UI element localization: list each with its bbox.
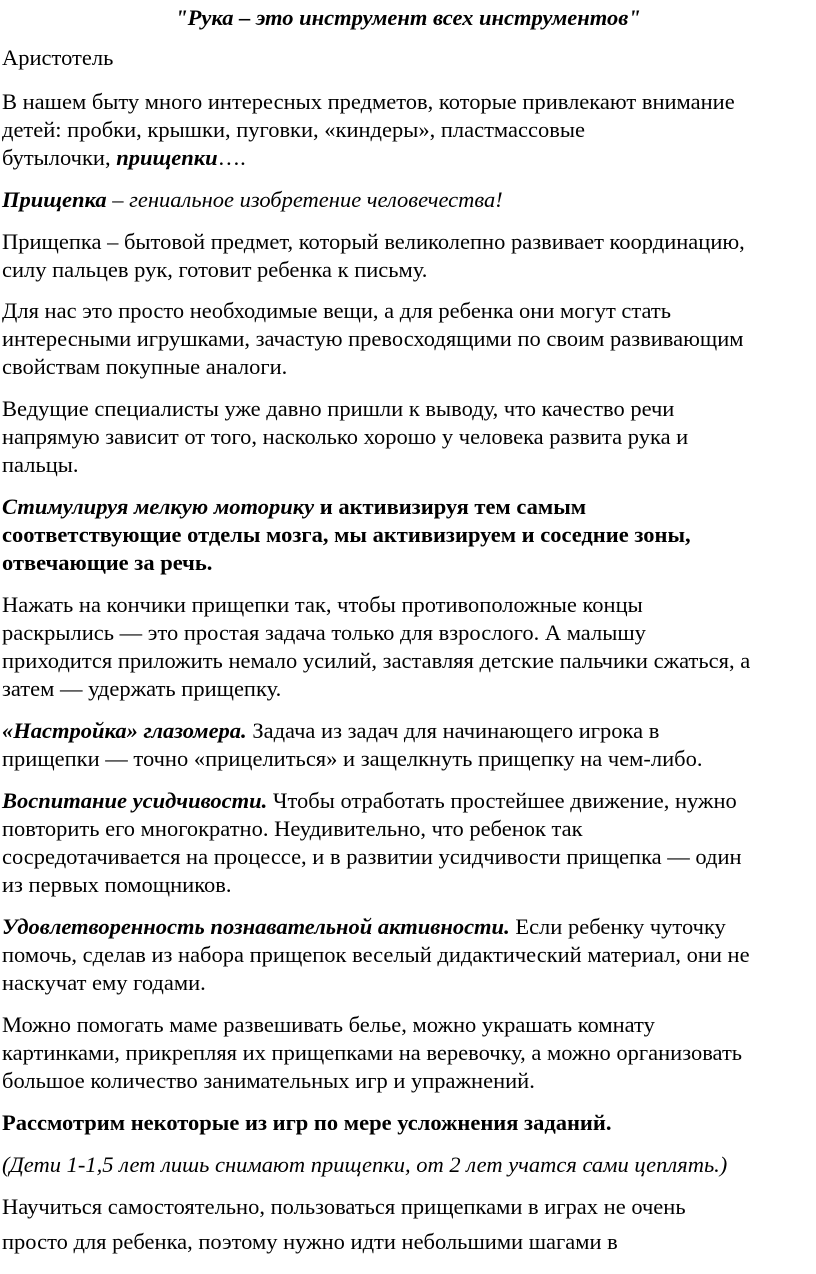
text-line: интересными игрушками, зачастую превосходящими по своим развивающим bbox=[2, 326, 744, 351]
text-line: свойствам покупные аналоги. bbox=[2, 354, 288, 379]
emphasis-text: Удовлетворенность познавательной активности. bbox=[2, 914, 510, 939]
text-line: из первых помощников. bbox=[2, 872, 232, 897]
text-span: Если ребенку чуточку bbox=[509, 914, 726, 939]
text-line: большое количество занимательных игр и упражнений. bbox=[2, 1068, 535, 1093]
text-span: …. bbox=[217, 145, 246, 170]
text-line: силу пальцев рук, готовит ребенка к письму. bbox=[2, 257, 428, 282]
text-line: прищепки — точно «прицелиться» и защелкнуть прищепку на чем-либо. bbox=[2, 746, 703, 771]
italic-text: – гениальное изобретение человечества! bbox=[106, 187, 503, 212]
text-line bbox=[2, 717, 659, 745]
text-line: Научиться самостоятельно, пользоваться прищепками в играх не очень bbox=[2, 1194, 686, 1219]
text-line bbox=[2, 787, 737, 815]
text-span: Задача из задач для начинающего игрока в bbox=[246, 718, 660, 743]
emphasis-text: прищепки bbox=[116, 145, 218, 170]
text-line: просто для ребенка, поэтому нужно идти небольшими шагами в bbox=[2, 1229, 618, 1254]
text-line bbox=[2, 913, 726, 941]
document-title: "Рука – это инструмент всех инструментов" bbox=[175, 5, 641, 30]
text-line: Прищепка – бытовой предмет, который великолепно развивает координацию, bbox=[2, 229, 745, 254]
text-line: наскучат ему годами. bbox=[2, 970, 206, 995]
author-line: Аристотель bbox=[2, 45, 114, 70]
text-line: затем — удержать прищепку. bbox=[2, 676, 282, 701]
text-line: приходится приложить немало усилий, заставляя детские пальчики сжаться, а bbox=[2, 648, 751, 673]
text-line bbox=[2, 144, 246, 172]
text-span: Чтобы отработать простейшее движение, нужно bbox=[267, 788, 737, 813]
text-line: Для нас это просто необходимые вещи, а для ребенка они могут стать bbox=[2, 298, 672, 323]
emphasis-text: Стимулируя мелкую моторику bbox=[2, 494, 315, 519]
text-line: детей: пробки, крышки, пуговки, «киндеры», пластмассовые bbox=[2, 117, 585, 142]
text-line: В нашем быту много интересных предметов, которые привлекают внимание bbox=[2, 89, 735, 114]
bold-text: и активизируя тем самым bbox=[314, 494, 587, 519]
text-span: бутылочки, bbox=[2, 145, 117, 170]
section-heading: Рассмотрим некоторые из игр по мере усложнения заданий. bbox=[2, 1110, 612, 1135]
emphasis-text: Прищепка bbox=[2, 187, 107, 212]
text-line: пальцы. bbox=[2, 452, 79, 477]
emphasis-text: «Настройка» глазомера. bbox=[2, 718, 247, 743]
text-line: сосредотачивается на процессе, и в развитии усидчивости прищепка — один bbox=[2, 844, 742, 869]
text-line: соответствующие отделы мозга, мы активизируем и соседние зоны, bbox=[2, 522, 691, 547]
paragraph-clothespin-invention bbox=[2, 186, 503, 214]
text-line: Нажать на кончики прищепки так, чтобы противоположные концы bbox=[2, 592, 643, 617]
text-line: отвечающие за речь. bbox=[2, 550, 213, 575]
text-line: раскрылись — это простая задача только для взрослого. А малышу bbox=[2, 620, 646, 645]
text-line: напрямую зависит от того, насколько хорошо у человека развита рука и bbox=[2, 424, 689, 449]
emphasis-text: Воспитание усидчивости. bbox=[2, 788, 268, 813]
text-line: Ведущие специалисты уже давно пришли к выводу, что качество речи bbox=[2, 396, 675, 421]
age-note: (Дети 1-1,5 лет лишь снимают прищепки, от 2 лет учатся сами цеплять.) bbox=[2, 1152, 728, 1177]
text-line: повторить его многократно. Неудивительно, что ребенок так bbox=[2, 816, 583, 841]
text-line: помочь, сделав из набора прищепок веселый дидактический материал, они не bbox=[2, 942, 750, 967]
text-line bbox=[2, 493, 586, 521]
text-line: картинками, прикрепляя их прищепками на веревочку, а можно организовать bbox=[2, 1040, 743, 1065]
text-line: Можно помогать маме развешивать белье, можно украшать комнату bbox=[2, 1012, 655, 1037]
